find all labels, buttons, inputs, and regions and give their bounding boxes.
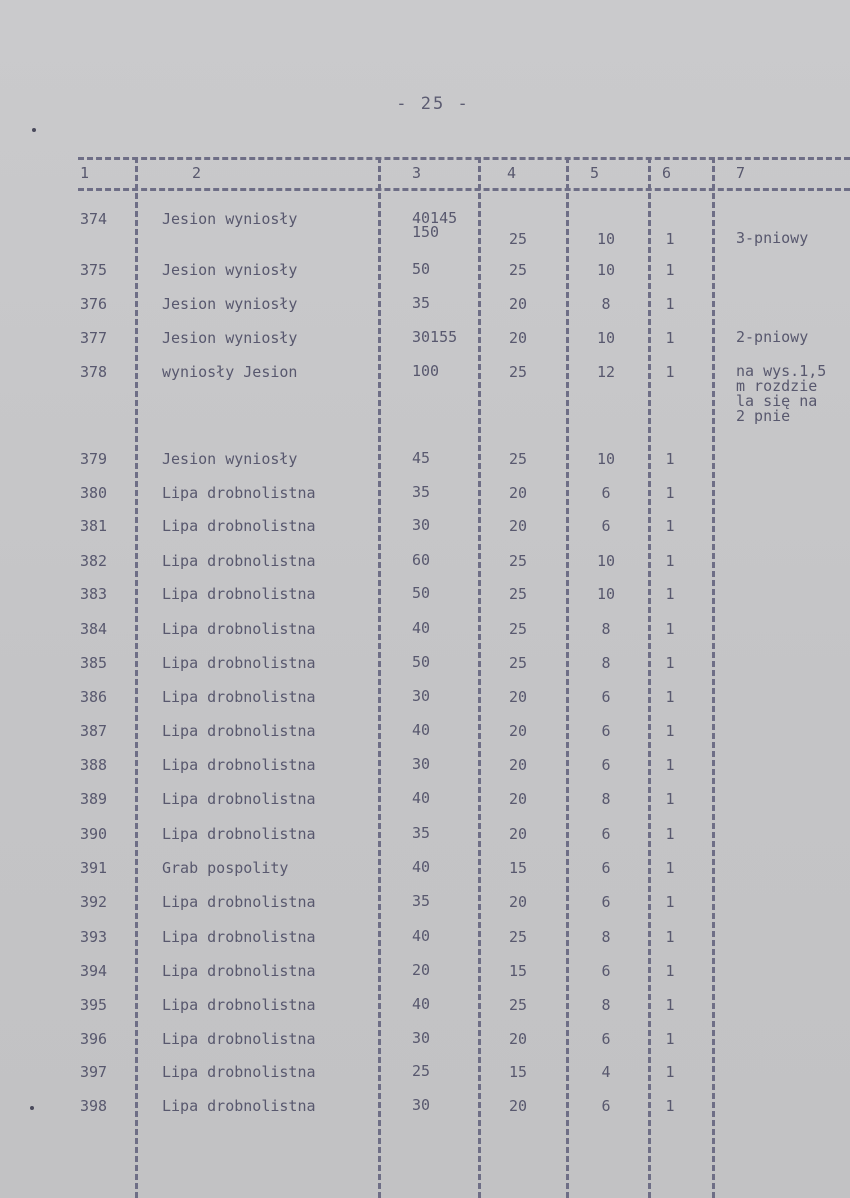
cell-col6: 1 — [665, 585, 675, 603]
header-col-3: 3 — [412, 164, 422, 182]
table-top-rule — [78, 157, 850, 160]
cell-col4: 20 — [508, 756, 528, 774]
cell-col6: 1 — [665, 756, 675, 774]
cell-col6: 1 — [665, 996, 675, 1014]
cell-species: Grab pospolity — [162, 859, 289, 877]
cell-number: 398 — [80, 1097, 108, 1115]
cell-col3: 40 — [412, 927, 431, 945]
cell-number: 397 — [80, 1063, 108, 1081]
cell-col6: 1 — [665, 450, 675, 468]
cell-col3: 30 — [412, 1096, 431, 1114]
cell-col4: 20 — [508, 517, 528, 535]
cell-col4: 25 — [508, 450, 528, 468]
cell-col4: 20 — [508, 295, 528, 313]
cell-col4: 15 — [508, 1063, 528, 1081]
cell-col5: 6 — [601, 1030, 611, 1048]
cell-col3: 35 — [412, 892, 431, 910]
cell-col4: 20 — [508, 722, 528, 740]
cell-number: 387 — [80, 722, 108, 740]
cell-col3: 40 — [412, 858, 431, 876]
cell-col6: 1 — [665, 859, 675, 877]
cell-species: Lipa drobnolistna — [162, 552, 316, 570]
cell-species: Lipa drobnolistna — [162, 484, 316, 502]
cell-number: 394 — [80, 962, 108, 980]
cell-col4: 25 — [508, 928, 528, 946]
column-divider-1 — [135, 157, 138, 1198]
paper-speck — [32, 128, 36, 132]
cell-species: Lipa drobnolistna — [162, 654, 316, 672]
cell-col6: 1 — [665, 1097, 675, 1115]
cell-col4: 25 — [508, 585, 528, 603]
cell-number: 386 — [80, 688, 108, 706]
cell-species: Jesion wyniosły — [162, 450, 298, 468]
cell-species: Lipa drobnolistna — [162, 996, 316, 1014]
cell-col5: 10 — [596, 329, 616, 347]
cell-col3: 30 — [412, 687, 431, 705]
cell-col4: 20 — [508, 1030, 528, 1048]
cell-number: 385 — [80, 654, 108, 672]
cell-col5: 10 — [596, 585, 616, 603]
cell-col3: 30 — [412, 755, 431, 773]
paper-speck — [30, 1106, 34, 1110]
cell-species: Lipa drobnolistna — [162, 962, 316, 980]
cell-col3: 40145 150 — [412, 209, 458, 241]
cell-species: Jesion wyniosły — [162, 295, 298, 313]
header-col-6: 6 — [662, 164, 672, 182]
cell-col4: 20 — [508, 688, 528, 706]
cell-col6: 1 — [665, 230, 675, 248]
cell-col5: 6 — [601, 688, 611, 706]
cell-number: 395 — [80, 996, 108, 1014]
cell-col5: 8 — [601, 620, 611, 638]
cell-col6: 1 — [665, 893, 675, 911]
cell-col4: 25 — [508, 654, 528, 672]
cell-number: 376 — [80, 295, 108, 313]
cell-col5: 6 — [601, 893, 611, 911]
header-col-7: 7 — [736, 164, 746, 182]
cell-col6: 1 — [665, 363, 675, 381]
cell-col3: 40 — [412, 619, 431, 637]
cell-col5: 12 — [596, 363, 616, 381]
cell-col3: 60 — [412, 551, 431, 569]
cell-col3: 100 — [412, 362, 440, 380]
cell-col5: 6 — [601, 962, 611, 980]
cell-col6: 1 — [665, 654, 675, 672]
cell-col5: 4 — [601, 1063, 611, 1081]
cell-number: 388 — [80, 756, 108, 774]
cell-col6: 1 — [665, 962, 675, 980]
cell-species: Lipa drobnolistna — [162, 928, 316, 946]
cell-number: 380 — [80, 484, 108, 502]
cell-species: wyniosły Jesion — [162, 363, 298, 381]
cell-col4: 20 — [508, 825, 528, 843]
cell-col3: 40 — [412, 789, 431, 807]
cell-number: 381 — [80, 517, 108, 535]
cell-col6: 1 — [665, 688, 675, 706]
cell-col4: 20 — [508, 790, 528, 808]
cell-col3: 30 — [412, 516, 431, 534]
cell-col4: 25 — [508, 620, 528, 638]
page-number: - 25 - — [396, 94, 470, 114]
cell-col6: 1 — [665, 329, 675, 347]
column-divider-2 — [378, 157, 381, 1198]
cell-number: 389 — [80, 790, 108, 808]
cell-col5: 8 — [601, 996, 611, 1014]
cell-number: 379 — [80, 450, 108, 468]
cell-number: 393 — [80, 928, 108, 946]
cell-species: Lipa drobnolistna — [162, 1030, 316, 1048]
cell-col3: 50 — [412, 584, 431, 602]
cell-col4: 15 — [508, 962, 528, 980]
cell-number: 375 — [80, 261, 108, 279]
column-divider-4 — [566, 157, 569, 1198]
cell-col3: 25 — [412, 1062, 431, 1080]
cell-col4: 25 — [508, 230, 528, 248]
cell-species: Jesion wyniosły — [162, 261, 298, 279]
cell-col5: 10 — [596, 261, 616, 279]
cell-col4: 25 — [508, 996, 528, 1014]
cell-number: 384 — [80, 620, 108, 638]
cell-remarks: 3-pniowy — [736, 229, 809, 247]
cell-col6: 1 — [665, 517, 675, 535]
cell-col6: 1 — [665, 261, 675, 279]
cell-col3: 20 — [412, 961, 431, 979]
cell-col3: 35 — [412, 824, 431, 842]
cell-remarks: 2-pniowy — [736, 328, 809, 346]
cell-col3: 35 — [412, 294, 431, 312]
cell-col5: 6 — [601, 1097, 611, 1115]
cell-col6: 1 — [665, 825, 675, 843]
cell-col4: 20 — [508, 329, 528, 347]
cell-col3: 40 — [412, 995, 431, 1013]
cell-number: 382 — [80, 552, 108, 570]
cell-col3: 30155 — [412, 328, 458, 346]
cell-col3: 50 — [412, 260, 431, 278]
cell-species: Lipa drobnolistna — [162, 585, 316, 603]
cell-number: 377 — [80, 329, 108, 347]
cell-number: 390 — [80, 825, 108, 843]
cell-col4: 15 — [508, 859, 528, 877]
header-col-2: 2 — [192, 164, 202, 182]
cell-species: Jesion wyniosły — [162, 329, 298, 347]
cell-number: 392 — [80, 893, 108, 911]
cell-number: 396 — [80, 1030, 108, 1048]
cell-col3: 35 — [412, 483, 431, 501]
cell-col5: 6 — [601, 825, 611, 843]
cell-col4: 25 — [508, 261, 528, 279]
cell-col5: 8 — [601, 295, 611, 313]
cell-species: Lipa drobnolistna — [162, 790, 316, 808]
cell-col3: 30 — [412, 1029, 431, 1047]
cell-species: Lipa drobnolistna — [162, 688, 316, 706]
cell-col6: 1 — [665, 1030, 675, 1048]
cell-col4: 25 — [508, 363, 528, 381]
cell-col3: 45 — [412, 449, 431, 467]
column-divider-3 — [478, 157, 481, 1198]
cell-species: Lipa drobnolistna — [162, 517, 316, 535]
cell-col5: 10 — [596, 552, 616, 570]
cell-col3: 50 — [412, 653, 431, 671]
cell-col5: 6 — [601, 722, 611, 740]
cell-species: Lipa drobnolistna — [162, 893, 316, 911]
cell-remarks: na wys.1,5 m rozdzie la się na 2 pnie — [736, 362, 827, 425]
header-col-1: 1 — [80, 164, 90, 182]
cell-col5: 8 — [601, 654, 611, 672]
cell-col5: 10 — [596, 230, 616, 248]
cell-col6: 1 — [665, 484, 675, 502]
cell-col4: 25 — [508, 552, 528, 570]
cell-species: Lipa drobnolistna — [162, 1063, 316, 1081]
cell-species: Lipa drobnolistna — [162, 1097, 316, 1115]
cell-col4: 20 — [508, 1097, 528, 1115]
cell-species: Lipa drobnolistna — [162, 620, 316, 638]
cell-col5: 6 — [601, 484, 611, 502]
cell-number: 391 — [80, 859, 108, 877]
cell-col6: 1 — [665, 620, 675, 638]
cell-col6: 1 — [665, 295, 675, 313]
cell-col6: 1 — [665, 790, 675, 808]
cell-col5: 8 — [601, 928, 611, 946]
header-bottom-rule — [78, 188, 850, 191]
header-col-5: 5 — [590, 164, 600, 182]
cell-species: Lipa drobnolistna — [162, 756, 316, 774]
cell-col6: 1 — [665, 552, 675, 570]
cell-number: 378 — [80, 363, 108, 381]
cell-col5: 6 — [601, 756, 611, 774]
cell-col5: 10 — [596, 450, 616, 468]
cell-col4: 20 — [508, 893, 528, 911]
cell-col5: 6 — [601, 859, 611, 877]
header-col-4: 4 — [507, 164, 517, 182]
column-divider-6 — [712, 157, 715, 1198]
cell-number: 374 — [80, 210, 108, 228]
cell-species: Jesion wyniosły — [162, 210, 298, 228]
cell-col5: 6 — [601, 517, 611, 535]
cell-species: Lipa drobnolistna — [162, 722, 316, 740]
cell-col6: 1 — [665, 928, 675, 946]
cell-species: Lipa drobnolistna — [162, 825, 316, 843]
cell-col6: 1 — [665, 722, 675, 740]
cell-col3: 40 — [412, 721, 431, 739]
cell-number: 383 — [80, 585, 108, 603]
cell-col5: 8 — [601, 790, 611, 808]
cell-col6: 1 — [665, 1063, 675, 1081]
cell-col4: 20 — [508, 484, 528, 502]
